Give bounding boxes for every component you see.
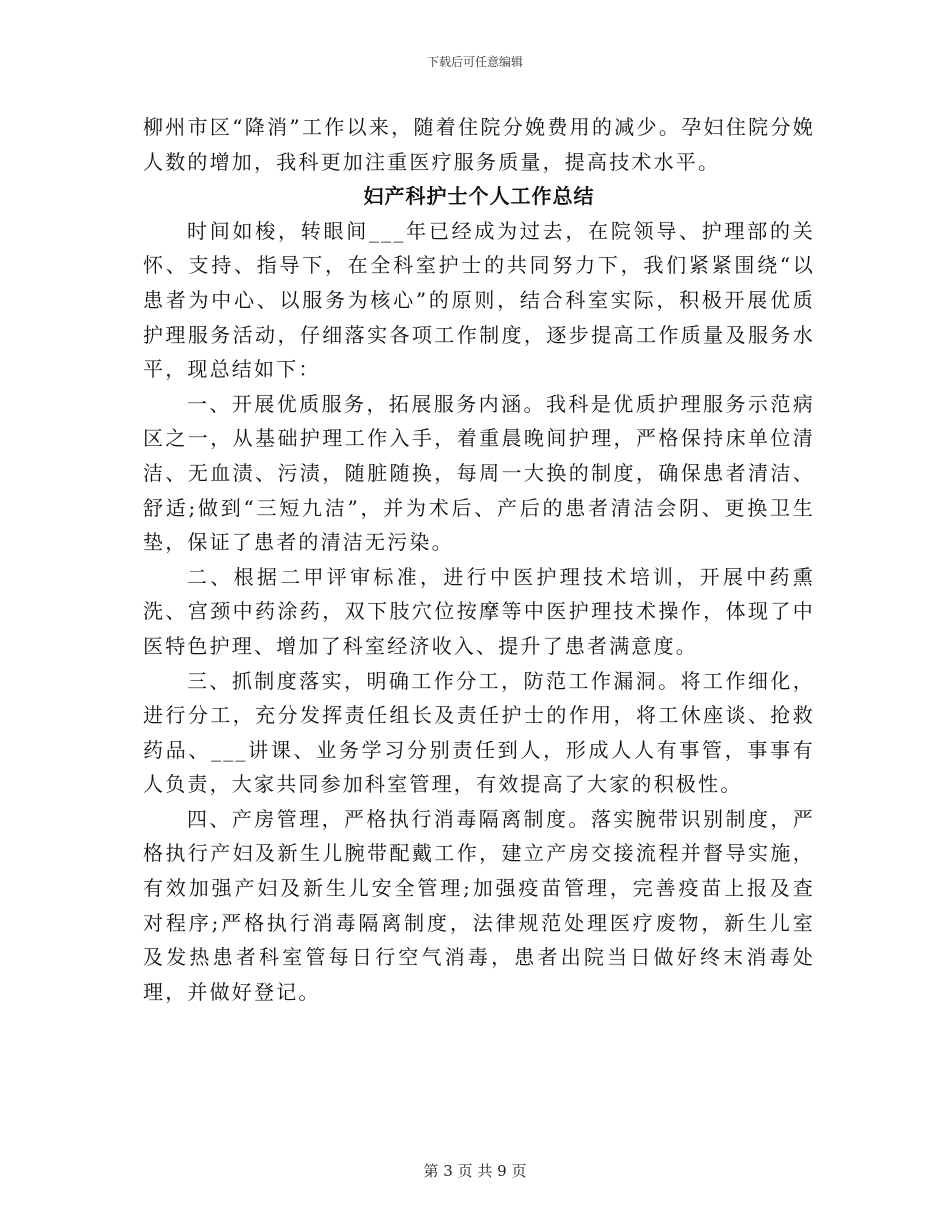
paragraph-section-1: 一、开展优质服务，拓展服务内涵。我科是优质护理服务示范病区之一，从基础护理工作入手，着重晨晚间护理，严格保持床单位清洁、无血渍、污渍，随脏随换，每周一大换的制度，确保患者清洁、舒适;做到“三短九洁”，并为术后、产后的患者清洁会阴、更换卫生垫，保证了患者的清洁无污染。	[143, 391, 815, 555]
document-title: 妇产科护士个人工作总结	[363, 184, 595, 209]
page-footer: 第 3 页 共 9 页	[423, 1162, 527, 1180]
paragraph-opening: 时间如梭，转眼间___年已经成为过去，在院领导、护理部的关怀、支持、指导下，在全科室护士的共同努力下，我们紧紧围绕“以患者为中心、以服务为核心”的原则，结合科室实际，积极开展优质护理服务活动，仔细落实各项工作制度，逐步提高工作质量及服务水平，现总结如下：	[143, 218, 815, 382]
paragraph-section-2: 二、根据二甲评审标准，进行中医护理技术培训，开展中药熏洗、宫颈中药涂药，双下肢穴位按摩等中医护理技术操作，体现了中医特色护理、增加了科室经济收入、提升了患者满意度。	[143, 564, 815, 658]
page-header: 下载后可任意编辑	[426, 55, 523, 69]
paragraph-section-4: 四、产房管理，严格执行消毒隔离制度。落实腕带识别制度，严格执行产妇及新生儿腕带配戴工作，建立产房交接流程并督导实施，有效加强产妇及新生儿安全管理;加强疫苗管理，完善疫苗上报及查对程序;严格执行消毒隔离制度，法律规范处理医疗废物，新生儿室及发热患者科室管每日行空气消毒，患者出院当日做好终末消毒处理，并做好登记。	[143, 806, 815, 1004]
document-body	[143, 110, 815, 1009]
paragraph-section-3: 三、抓制度落实，明确工作分工，防范工作漏洞。将工作细化，进行分工，充分发挥责任组长及责任护士的作用，将工休座谈、抢救药品、___讲课、业务学习分别责任到人，形成人人有事管，事事有人负责，大家共同参加科室管理，有效提高了大家的积极性。	[143, 668, 815, 797]
intro-paragraph: 柳州市区“降消”工作以来，随着住院分娩费用的减少。孕妇住院分娩人数的增加，我科更加注重医疗服务质量，提高技术水平。	[143, 115, 815, 174]
